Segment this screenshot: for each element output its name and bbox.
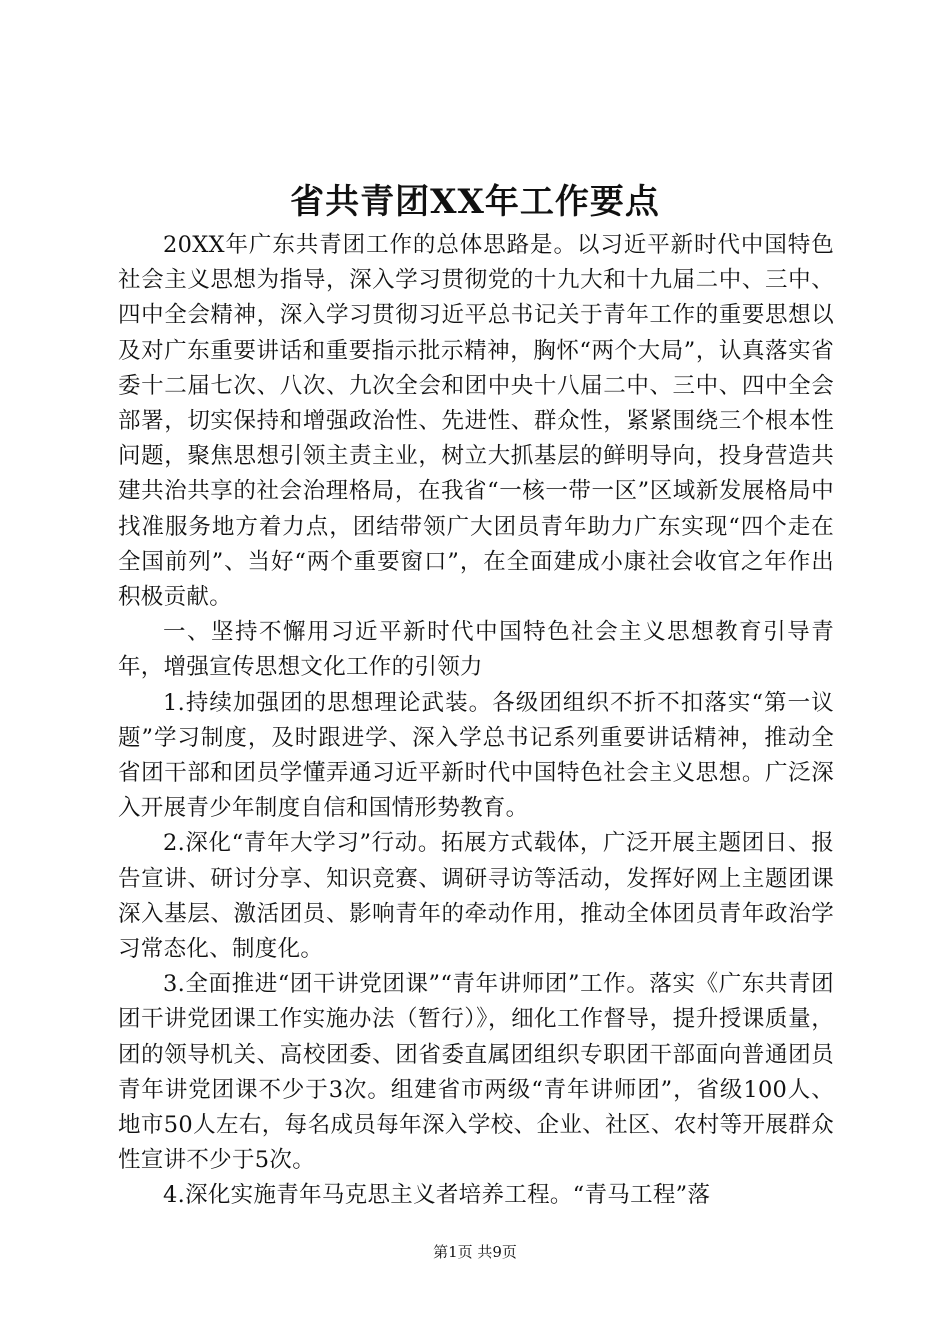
item-paragraph-2: 2.深化“青年大学习”行动。拓展方式载体，广泛开展主题团日、报告宣讲、研讨分享、知识竞赛、调研寻访等活动，发挥好网上主题团课深入基层、激活团员、影响青年的牵动作用，推动全体团员青年政治学习常态化、制度化。 <box>118 830 834 963</box>
item-paragraph-1: 1.持续加强团的思想理论武装。各级团组织不折不扣落实“第一议题”学习制度，及时跟进学、深入学总书记系列重要讲话精神，推动全省团干部和团员学懂弄通习近平新时代中国特色社会主义思想。广泛深入开展青少年制度自信和国情形势教育。 <box>118 689 834 822</box>
item-paragraph-4: 4.深化实施青年马克思主义者培养工程。“青马工程”落 <box>163 1182 711 1209</box>
document-body <box>118 228 834 1214</box>
intro-paragraph: 20XX年广东共青团工作的总体思路是。以习近平新时代中国特色社会主义思想为指导，深入学习贯彻党的十九大和十九届二中、三中、四中全会精神，深入学习贯彻习近平总书记关于青年工作的重要思想以及对广东重要讲话和重要指示批示精神，胸怀“两个大局”，认真落实省委十二届七次、八次、九次全会和团中央十八届二中、三中、四中全会部署，切实保持和增强政治性、先进性、群众性，紧紧围绕三个根本性问题，聚焦思想引领主责主业，树立大抓基层的鲜明导向，投身营造共建共治共享的社会治理格局，在我省“一核一带一区”区域新发展格局中找准服务地方着力点，团结带领广大团员青年助力广东实现“四个走在全国前列”、当好“两个重要窗口”，在全面建成小康社会收官之年作出积极贡献。 <box>118 232 834 611</box>
item-paragraph-3: 3.全面推进“团干讲党团课”“青年讲师团”工作。落实《广东共青团团干讲党团课工作实施办法（暂行）》，细化工作督导，提升授课质量，团的领导机关、高校团委、团省委直属团组织专职团干部面向普通团员青年讲党团课不少于3次。组建省市两级“青年讲师团”，省级100人、地市50人左右，每名成员每年深入学校、企业、社区、农村等开展群众性宣讲不少于5次。 <box>118 971 834 1174</box>
section-heading-1: 一、坚持不懈用习近平新时代中国特色社会主义思想教育引导青年，增强宣传思想文化工作的引领力 <box>118 619 834 681</box>
page-number-footer: 第1页 共9页 <box>433 1243 517 1261</box>
document-title: 省共青团XX年工作要点 <box>290 182 660 222</box>
